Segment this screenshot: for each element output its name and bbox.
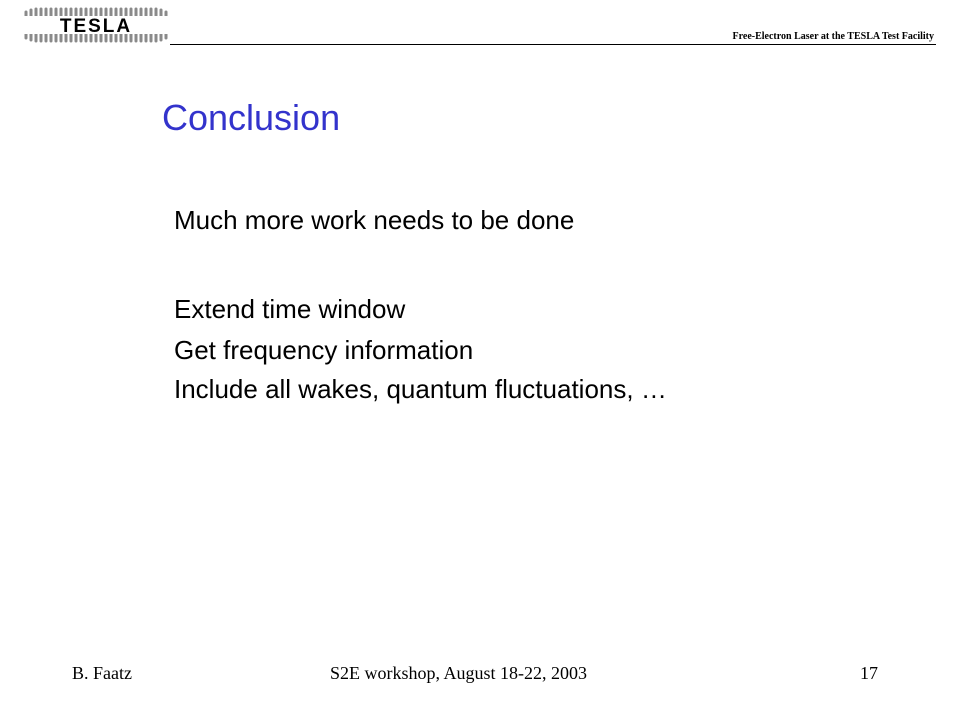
body-line-4: Include all wakes, quantum fluctuations, … bbox=[174, 374, 667, 404]
header-title: Free-Electron Laser at the TESLA Test Facility bbox=[732, 31, 934, 42]
header-divider bbox=[170, 44, 936, 45]
footer-event: S2E workshop, August 18-22, 2003 bbox=[330, 663, 588, 683]
tesla-logo bbox=[22, 6, 172, 44]
tesla-logo-icon bbox=[22, 6, 172, 44]
footer-page-number: 17 bbox=[860, 663, 878, 683]
body-line-3: Get frequency information bbox=[174, 335, 474, 365]
body-line-1: Much more work needs to be done bbox=[174, 205, 575, 235]
footer-author: B. Faatz bbox=[72, 663, 132, 683]
body-line-2: Extend time window bbox=[174, 294, 406, 324]
slide-title: Conclusion bbox=[162, 97, 341, 138]
logo-text: TESLA bbox=[59, 16, 133, 37]
